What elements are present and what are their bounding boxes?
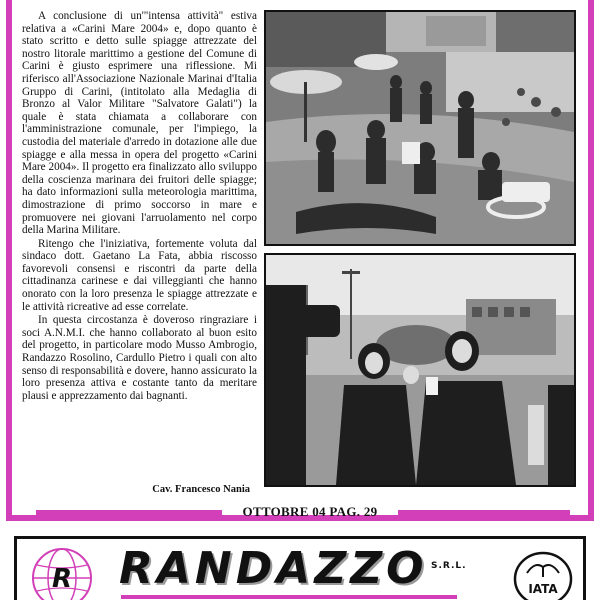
footer-rule-right [398, 510, 570, 515]
footer-rule-left [36, 510, 222, 515]
company-name: RANDAZZO [119, 543, 428, 594]
iata-label: IATA [528, 582, 558, 596]
logo-letter: R [51, 564, 73, 594]
interview-photo [264, 253, 576, 487]
ad-accent-rule [121, 595, 457, 599]
interview-photo-image [266, 255, 574, 485]
article-paragraph-2: Ritengo che l'iniziativa, fortemente voluta dal sindaco dott. Gaetano La Fata, abbia riscosso favorevoli consensi e riscontri da parte della cittadinanza carinese e dai villeggianti che hanno onorato con la loro presenza le spiagge attrezzate e le attività ricreative ad esse correlate. [22, 237, 257, 313]
beach-photo-image [266, 12, 574, 244]
article-signature: Cav. Francesco Nania [152, 484, 250, 495]
advertisement-banner [14, 536, 586, 600]
article-paragraph-3: In questa circostanza è doveroso ringraziare i soci A.N.M.I. che hanno collaborato al buon esito del progetto, in particolare modo Musso Ambrogio, Randazzo Rosolino, Cardullo Pietro i quali con alto senso di responsabilità e dovere, hanno assicurato la loro presenza attiva e costante tanto da meritare plausi e apprezzamento dai bagnanti. [22, 314, 257, 402]
page-label: OTTOBRE 04 PAG. 29 [242, 504, 378, 519]
company-suffix: S.R.L. [431, 561, 467, 571]
iata-logo-icon [513, 551, 573, 600]
beach-photo [264, 10, 576, 246]
globe-logo-icon [31, 547, 93, 600]
article-paragraph-1: A conclusione di un'"intensa attività" estiva relativa a «Carini Mare 2004» e, dopo quanto è stato scritto e detto sulle spiagge attrezzate del nostro litorale marittimo a gestione del Comune di Carini è giusto esprimere una riflessione. Mi riferisco all'Associazione Nazionale Marinai d'Italia Gruppo di Carini, (intitolato alla Medaglia di Bronzo al Valor Militare "Salvatore Galati") la quale è stata chiamata a collaborare con l'amministrazione comunale, per l'impiego, la custodia del materiale d'arredo in dotazione alle due spiagge e alla messa in opera del progetto «Carini Mare 2004». Il progetto era finalizzato allo sviluppo della coscienza marinara dei fruitori delle spiagge; ha dato informazioni sulla meteorologia marittima, dimostrazione di primo soccorso in mare e promuovere nei giovani l'arruolamento nel corpo della Marina Militare. [22, 10, 257, 237]
article-text [22, 10, 257, 403]
